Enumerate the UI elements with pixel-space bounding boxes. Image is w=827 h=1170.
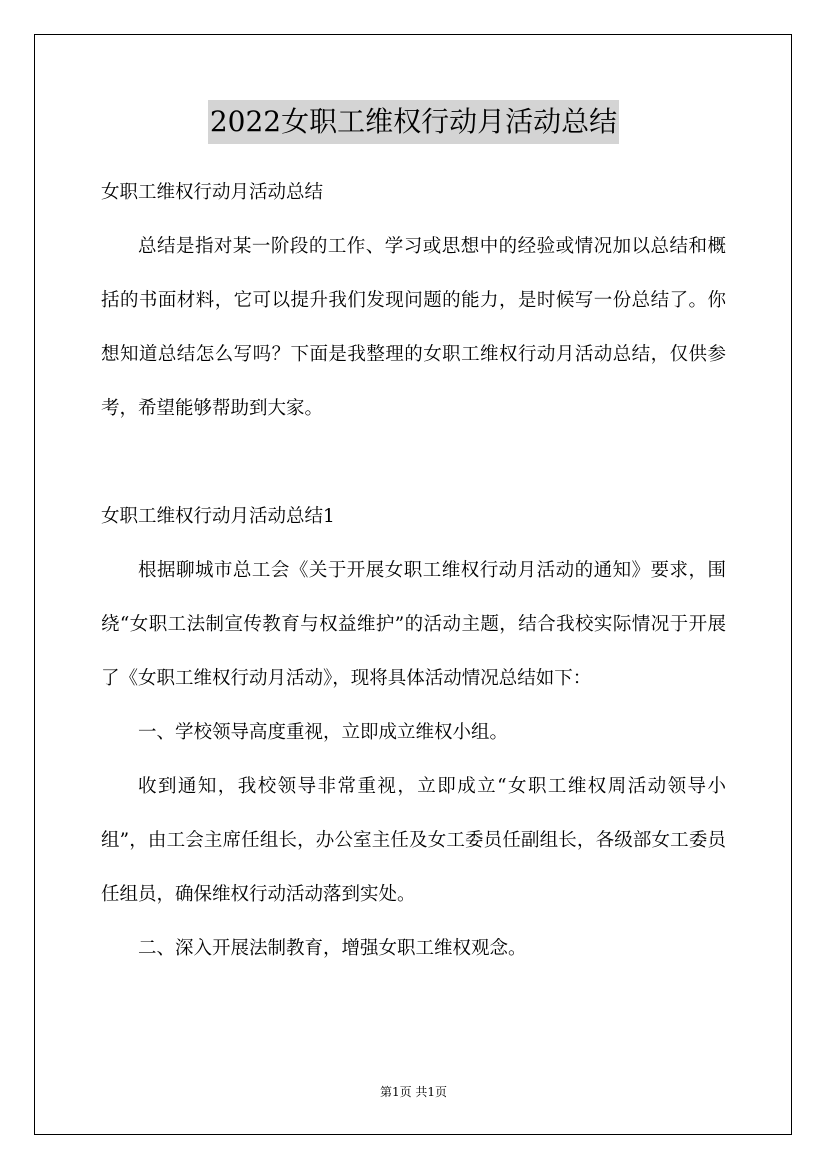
document-body <box>101 166 726 976</box>
intro-paragraph: 总结是指对某一阶段的工作、学习或思想中的经验或情况加以总结和概括的书面材料，它可以提升我们发现问题的能力，是时候写一份总结了。你想知道总结怎么写吗？下面是我整理的女职工维权行动月活动总结，仅供参考，希望能够帮助到大家。 <box>101 236 726 419</box>
paragraph-spacer <box>101 436 726 490</box>
page-footer: 第1页 共1页 <box>379 1085 448 1099</box>
body-paragraph: 根据聊城市总工会《关于开展女职工维权行动月活动的通知》要求，围绕“女职工法制宣传教育与权益维护”的活动主题，结合我校实际情况于开展了《女职工维权行动月活动》，现将具体活动情况总结如下： <box>101 560 726 689</box>
document-title: 2022女职工维权行动月活动总结 <box>208 100 619 144</box>
section-heading-1: 女职工维权行动月活动总结1 <box>101 506 335 527</box>
subheading-1: 一、学校领导高度重视，立即成立维权小组。 <box>138 722 509 743</box>
section-heading: 女职工维权行动月活动总结 <box>101 182 324 203</box>
body-paragraph: 收到通知，我校领导非常重视，立即成立“女职工维权周活动领导小组”，由工会主席任组长，办公室主任及女工委员任副组长，各级部女工委员任组员，确保维权行动活动落到实处。 <box>101 776 726 905</box>
title-container <box>0 100 827 144</box>
subheading-2: 二、深入开展法制教育，增强女职工维权观念。 <box>138 938 527 959</box>
